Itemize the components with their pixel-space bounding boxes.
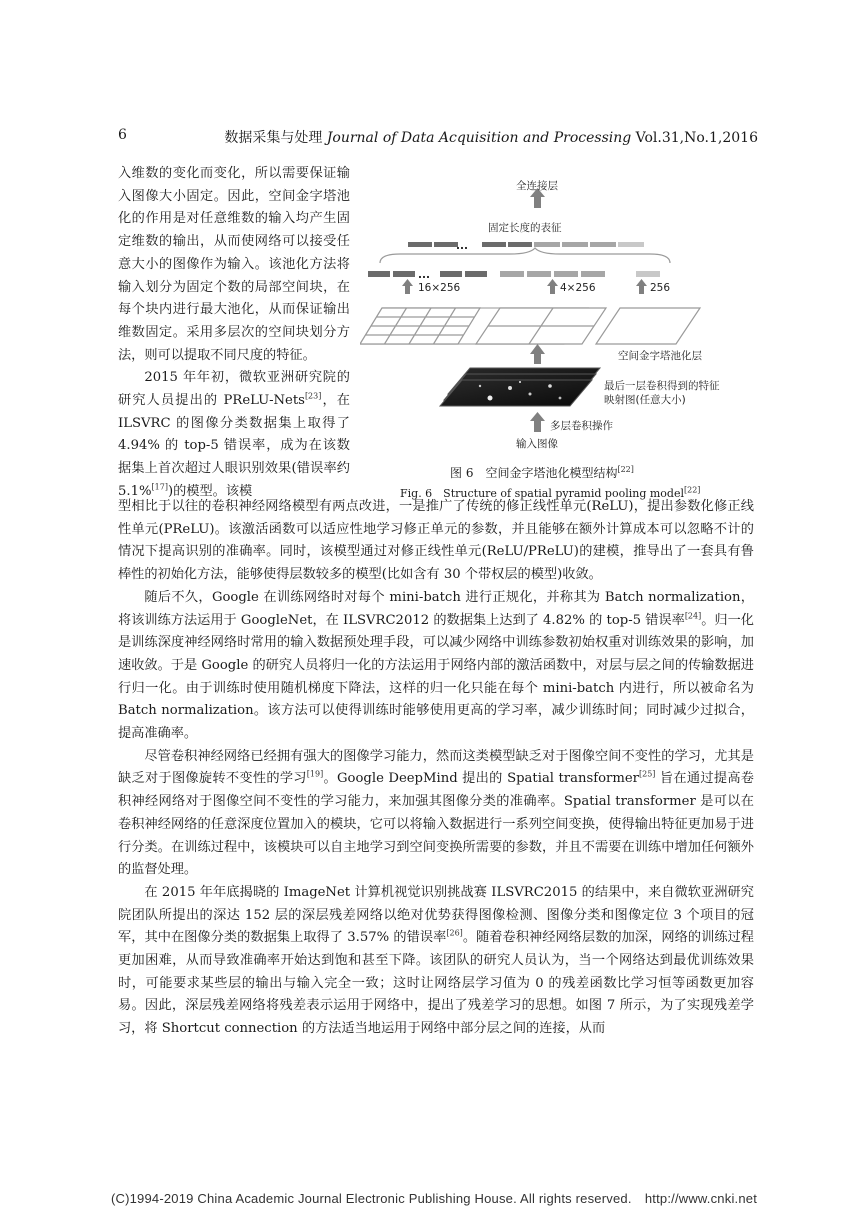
dots-top: ...	[456, 240, 468, 252]
paragraph-resnet	[118, 882, 754, 1041]
label-input-image: 输入图像	[516, 438, 558, 450]
paragraph-batchnorm	[118, 587, 754, 746]
prelu-text-c: )的模型。该模	[167, 483, 253, 499]
figure-caption-cn	[450, 464, 634, 481]
arrow-up-icon	[636, 279, 647, 294]
citation-22[interactable]: [22]	[617, 465, 634, 474]
page-number: 6	[118, 127, 127, 143]
arrow-up-icon	[402, 279, 413, 294]
paragraph-spatial-transformer	[118, 746, 754, 882]
paragraph-prelu	[118, 367, 350, 503]
paragraph-spp-cont: 入维数的变化而变化，所以需要保证输入图像大小固定。因此，空间金字塔池化的作用是对任意维数的输入均产生固定维数的输出，从而使网络可以接受任意大小的图像作为输入。该池化方法将输入划分为固定个数的局部空间块，在每个块内进行最大池化，从而保证输出维数固定。采用多层次的空间块划分方法，则可以提取不同尺度的特征。	[118, 166, 350, 363]
prelu-text-b: ，在 ILSVRC 的图像分类数据集上取得了 4.94% 的 top-5 错误率，成为在该数据集上首次超过人眼识别效果(错误率约 5.1%	[118, 393, 350, 499]
journal-title	[224, 127, 758, 147]
journal-volume: Vol.31,No.1,2016	[635, 130, 758, 146]
citation-24[interactable]: [24]	[684, 611, 702, 621]
citation-23[interactable]: [23]	[304, 391, 322, 401]
st-text-a: 尽管卷积神经网络已经拥有强大的图像学习能力，然而这类模型缺乏对于图像空间不变性的学习，尤其是缺乏对于图像旋转不变性的学习	[118, 748, 754, 787]
figure-6	[360, 168, 760, 498]
resnet-text-a: 在 2015 年年底揭晓的 ImageNet 计算机视觉识别挑战赛 ILSVRC2015 的结果中，来自微软亚洲研究院团队所提出的深达 152 层的深层残差网络以绝对优势获得图像检测、图像分类和图像定位 3 个项目的冠军，其中在图像分类的数据集上取得了 3.57% 的错误率	[118, 884, 754, 946]
left-column	[118, 163, 350, 504]
label-fully-connected: 全连接层	[516, 180, 558, 192]
feature-map-stack	[440, 368, 600, 406]
journal-title-en: Journal of Data Acquisition and Processing	[326, 130, 632, 146]
copyright-footer: (C)1994-2019 China Academic Journal Electronic Publishing House. All rights reserved. http://www.cnki.net	[110, 1191, 758, 1206]
bn-text-b: 。归一化是训练深度神经网络时常用的输入数据预处理手段，可以减少网络中训练参数初始权重对训练效果的影响，加速收敛。于是 Google 的研究人员将归一化的方法运用于网络内部的激活函数中，对层与层之间的传输数据进行归一化。由于训练时使用随机梯度下降法，这样的归一化只能在每个 mini-batch 内进行，所以被命名为 Batch normalization。该方法可以使得训练时能够使用更高的学习率，减少训练时间；同时减少过拟合，提高准确率。	[118, 612, 754, 742]
label-16x256: 16×256	[418, 282, 461, 294]
bn-text-a: 随后不久，Google 在训练网络时对每个 mini-batch 进行正规化，并称其为 Batch normalization，将该训练方法运用于 GoogleNet，在 ILSVRC2012 的数据集上达到了 4.82% 的 top-5 错误率	[118, 589, 754, 628]
label-spp-layer: 空间金字塔池化层	[618, 350, 702, 362]
label-conv-ops: 多层卷积操作	[550, 420, 613, 432]
paragraph-prelu-cont: 型相比于以往的卷积神经网络模型有两点改进，一是推广了传统的修正线性单元(ReLU)，提出参数化修正线性单元(PReLU)。该激活函数可以适应性地学习修正单元的参数，并且能够在额外计算成本可以忽略不计的情况下提高识别的准确率。同时，该模型通过对修正线性单元(ReLU/PReLU)的建模，推导出了一套具有鲁棒性的初始化方法，能够使得层数较多的模型(比如含有 30 个带权层的模型)收敛。	[118, 499, 754, 583]
arrow-up-icon	[547, 279, 558, 294]
main-text	[118, 496, 754, 1041]
st-text-c: 旨在通过提高卷积神经网络对于图像空间不变性的学习能力，来加强其图像分类的准确率。Spatial transformer 是可以在卷积神经网络的任意深度位置加入的模块，它可以将输入数据进行一系列空间变换，使得输出特征更加易于进行分类。在训练过程中，该模块可以自主地学习到空间变换所需要的参数，并且不需要在训练中增加任何额外的监督处理。	[118, 771, 754, 878]
citation-22-en[interactable]: [22]	[684, 485, 701, 495]
citation-19[interactable]: [19]	[306, 770, 324, 780]
spp-diagram	[360, 168, 760, 458]
arrow-up-icon	[530, 412, 545, 432]
resnet-text-b: 。随着卷积神经网络层数的加深，网络的训练过程更加困难，从而导致准确率开始达到饱和甚至下降。该团队的研究人员认为，当一个网络达到最优训练效果时，可能要求某些层的输出与输入完全一致；这时让网络层学习值为 0 的残差函数比学习恒等函数更加容易。因此，深层残差网络将残差表示运用于网络中，提出了残差学习的思想。如图 7 所示，为了实现残差学习，将 Shortcut connection 的方法适当地运用于网络中部分层之间的连接，从而	[118, 930, 754, 1037]
bracket	[380, 248, 670, 263]
prelu-text-a: 2015 年年初，微软亚洲研究院的研究人员提出的 PReLU-Nets	[118, 370, 350, 409]
dots-bins: ...	[418, 269, 430, 281]
arrow-up-icon	[530, 344, 545, 364]
label-4x256: 4×256	[560, 282, 596, 294]
label-feature-map-1: 最后一层卷积得到的特征	[604, 380, 720, 392]
citation-26[interactable]: [26]	[446, 928, 463, 938]
label-fixed-length: 固定长度的表征	[488, 222, 562, 234]
pooled-bins	[368, 271, 660, 277]
fixed-length-vector	[408, 242, 644, 247]
caption-cn-text: 图 6 空间金字塔池化模型结构	[450, 466, 618, 480]
label-256: 256	[650, 282, 671, 294]
label-feature-map-2: 映射图(任意大小)	[604, 394, 686, 406]
citation-25[interactable]: [25]	[638, 770, 656, 780]
journal-title-cn: 数据采集与处理	[224, 130, 323, 146]
st-text-b: 。Google DeepMind 提出的 Spatial transformer	[323, 771, 639, 787]
caption-en-text: Fig. 6 Structure of spatial pyramid pooling model	[400, 487, 684, 500]
pooling-grids	[360, 308, 700, 344]
running-header	[118, 127, 758, 149]
citation-17[interactable]: [17]	[151, 482, 168, 492]
